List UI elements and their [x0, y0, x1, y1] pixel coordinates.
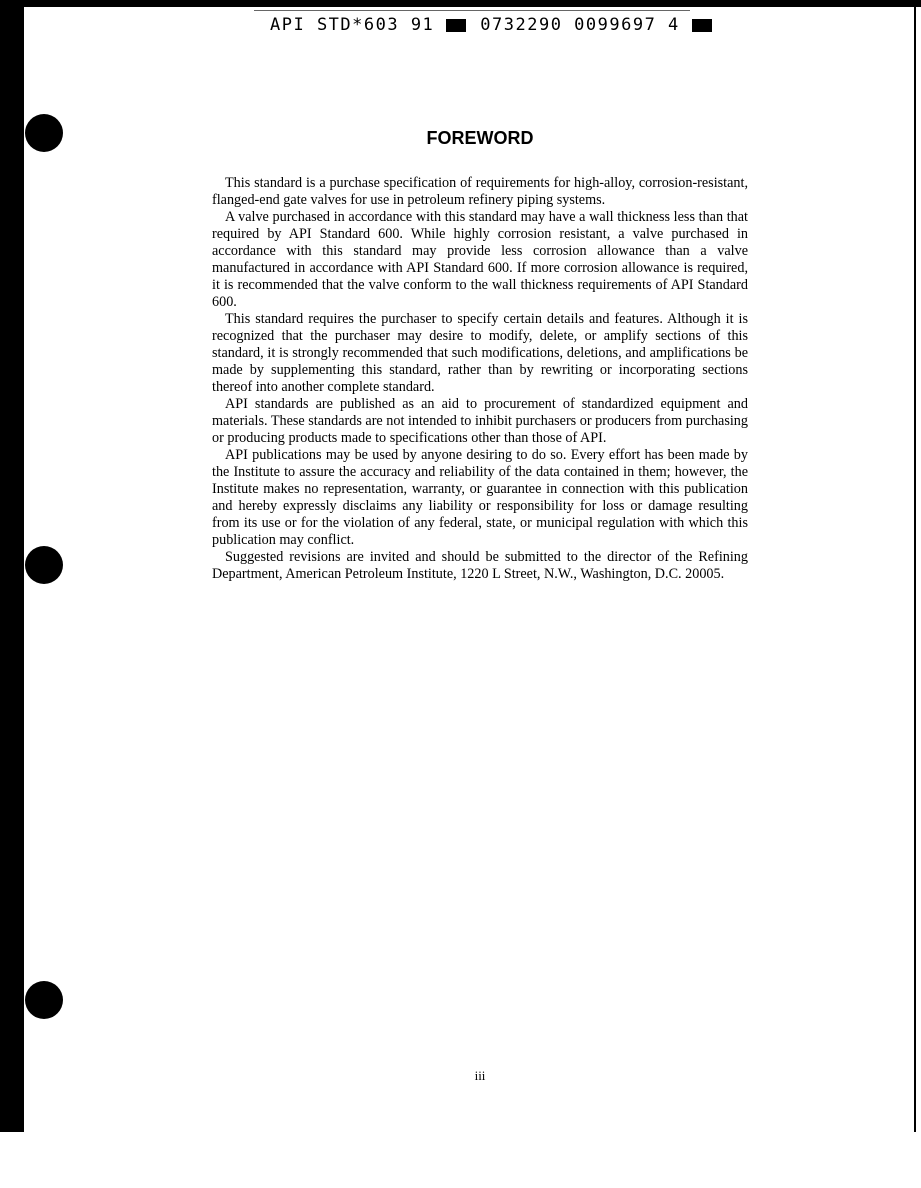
page-title: FOREWORD [426, 128, 534, 148]
foreword-paragraph: API standards are published as an aid to procurement of standardized equipment and materials. These standards are not intended to inhibit purchasers or producers from purchasing or producing products made to specifications other than those of API. [212, 396, 748, 446]
code-block-mark [446, 19, 466, 32]
foreword-paragraph: This standard is a purchase specification of requirements for high-alloy, corrosion-resistant, flanged-end gate valves for use in petroleum refinery piping systems. [212, 175, 748, 208]
punch-hole-middle [25, 546, 63, 584]
document-code-header [270, 14, 712, 36]
punch-hole-top [25, 114, 63, 152]
foreword-paragraph: This standard requires the purchaser to specify certain details and features. Although it is recognized that the purchaser may desire to modify, delete, or amplify sections of this standard, it is strongly recommended that such modifications, deletions, and amplifications be made by supplementing this standard, rather than by rewriting or incorporating sections thereof into another complete standard. [212, 311, 748, 395]
page-number: iii [474, 1068, 486, 1083]
document-code-part-1: API STD*603 91 [270, 15, 435, 35]
foreword-paragraph: A valve purchased in accordance with this standard may have a wall thickness less than that required by API Standard 600. While highly corrosion resistant, a valve purchased in accordance with this standard may provide less corrosion allowance than a valve manufactured in accordance with API Standard 600. If more corrosion allowance is required, it is recommended that the valve conform to the wall thickness requirements of API Standard 600. [212, 209, 748, 310]
punch-hole-bottom [25, 981, 63, 1019]
document-code-part-2: 0732290 0099697 4 [480, 15, 680, 35]
scan-top-border [0, 0, 921, 7]
foreword-paragraph: Suggested revisions are invited and should be submitted to the director of the Refining Department, American Petroleum Institute, 1220 L Street, N.W., Washington, D.C. 20005. [212, 549, 748, 582]
foreword-paragraph: API publications may be used by anyone desiring to do so. Every effort has been made by the Institute to assure the accuracy and reliability of the data contained in them; however, the Institute makes no representation, warranty, or guarantee in connection with this publication and hereby expressly disclaims any liability or responsibility for loss or damage resulting from its use or for the violation of any federal, state, or municipal regulation with which this publication may conflict. [212, 447, 748, 548]
scan-right-border [914, 0, 916, 1132]
code-block-mark [692, 19, 712, 32]
scan-left-border [0, 0, 24, 1132]
header-rule [254, 10, 690, 11]
foreword-body [212, 175, 748, 583]
